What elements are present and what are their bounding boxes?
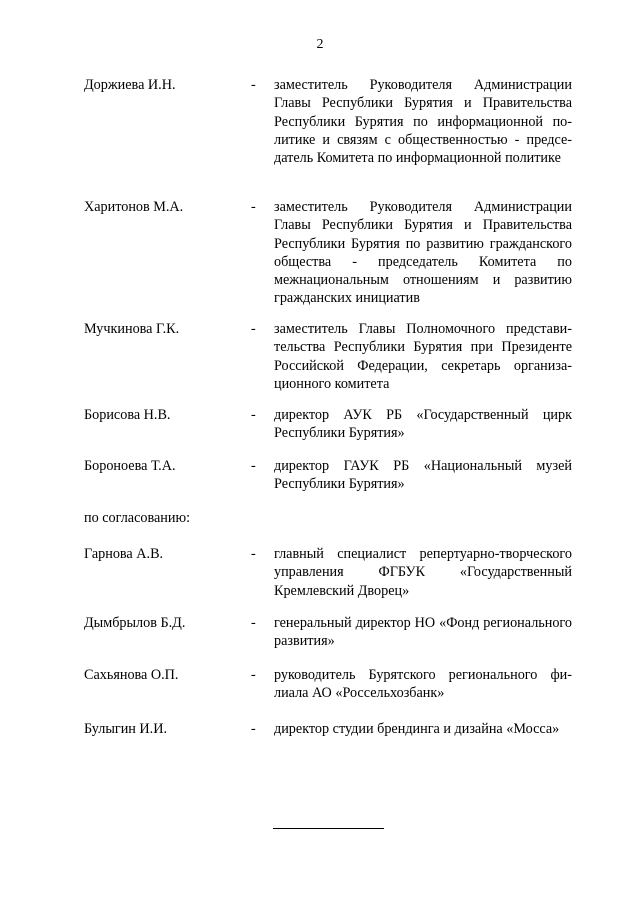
member-name: Борисова Н.В.: [84, 407, 171, 423]
member-role: заместитель Руководителя Администрации Главы Республики Бурятия и Правительства Республики Бурятия по развитию гражданского общества - председатель Комитета по межнациональным отношениям и развитию гражданских инициатив: [274, 199, 572, 307]
member-name: Дымбрылов Б.Д.: [84, 615, 186, 631]
member-role: директор студии брендинга и дизайна «Мосса»: [274, 721, 560, 737]
separator-dash: -: [251, 546, 256, 562]
member-role: директор АУК РБ «Государственный цирк Республики Бурятия»: [274, 407, 572, 442]
separator-dash: -: [251, 199, 256, 215]
member-name: Булыгин И.И.: [84, 721, 168, 737]
member-role: заместитель Руководителя Администрации Главы Республики Бурятия и Правительства Республики Бурятия по информационной политике и связям с общественностью - председатель Комитета по информационной политике: [274, 77, 572, 167]
member-name: Доржиева И.Н.: [84, 77, 176, 93]
separator-dash: -: [251, 407, 256, 423]
member-name: Гарнова А.В.: [84, 546, 164, 562]
separator-dash: -: [251, 667, 256, 683]
separator-dash: -: [251, 721, 256, 737]
separator-dash: -: [251, 458, 256, 474]
member-name: Харитонов М.А.: [84, 199, 184, 215]
separator-dash: -: [251, 615, 256, 631]
page-number: 2: [316, 37, 324, 52]
member-role: заместитель Главы Полномочного представительства Республики Бурятия при Президенте Российской Федерации, секретарь организационного комитета: [274, 321, 572, 392]
member-role: директор ГАУК РБ «Национальный музей Республики Бурятия»: [274, 458, 572, 493]
separator-dash: -: [251, 321, 256, 337]
member-role: руководитель Бурятского регионального филиала АО «Россельхозбанк»: [274, 667, 572, 702]
separator-dash: -: [251, 77, 256, 93]
member-name: Сахьянова О.П.: [84, 667, 179, 683]
member-role: генеральный директор НО «Фонд регионального развития»: [274, 615, 572, 650]
member-name: Мучкинова Г.К.: [84, 321, 180, 337]
member-role: главный специалист репертуарно-творческого управления ФГБУК «Государственный Кремлевский Дворец»: [274, 546, 572, 599]
section-label: по согласованию:: [84, 510, 191, 526]
end-rule: [273, 828, 384, 829]
member-name: Бороноева Т.А.: [84, 458, 176, 474]
